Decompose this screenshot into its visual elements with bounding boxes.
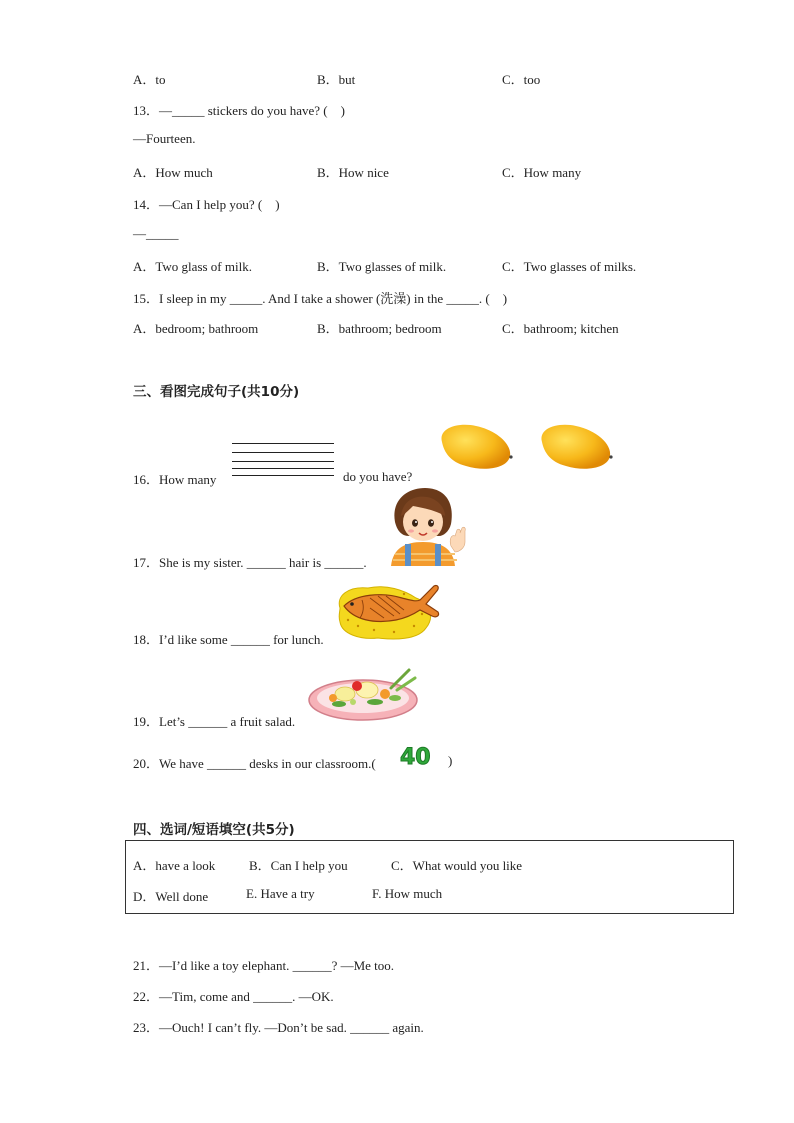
q13-option-b: B．How nice [317,165,389,180]
number-40-image [400,744,448,768]
q13-reply: —Fourteen. [133,131,196,146]
choice-e: E. Have a try [246,886,315,901]
choice-d: D．Well done [133,889,209,904]
mango-image-1 [436,420,516,472]
q21-text: 21．—I’d like a toy elephant. ______? —Me too. [133,958,395,973]
section3-title: 三、看图完成句子(共10分) [133,384,300,400]
mango-image-2 [536,420,616,472]
section4-title: 四、选词/短语填空(共5分) [133,822,295,838]
q12-option-a: A．to [133,72,166,87]
q23-text: 23．—Ouch! I can’t fly. —Don’t be sad. ______ again. [133,1020,424,1035]
salad-image [305,664,421,726]
choice-c: C．What would you like [391,858,523,873]
q20-close: ) [448,753,453,768]
q14-option-c: C．Two glasses of milks. [502,259,637,274]
q12-option-b: B．but [317,72,356,87]
number-40-text: 40 [400,745,431,770]
choice-f: F. How much [372,886,443,901]
q14-option-b: B．Two glasses of milk. [317,259,447,274]
girl-image [385,486,469,566]
q16-post: do you have? [343,469,413,484]
q18-text: 18．I’d like some ______ for lunch. [133,632,324,647]
q17-text: 17．She is my sister. ______ hair is ______. [133,555,367,570]
q19-text: 19．Let’s ______ a fruit salad. [133,714,296,729]
q15-option-a: A．bedroom; bathroom [133,321,259,336]
q14-stem: 14．—Can I help you? ( ) [133,197,280,212]
q14-option-a: A．Two glass of milk. [133,259,252,274]
q13-option-c: C．How many [502,165,582,180]
q20-text: 20．We have ______ desks in our classroom.( [133,756,376,771]
choice-a: A．have a look [133,858,216,873]
q15-option-b: B．bathroom; bedroom [317,321,442,336]
q16-pre: 16．How many [133,472,217,487]
choice-b: B．Can I help you [249,858,348,873]
q15-option-c: C．bathroom; kitchen [502,321,619,336]
q13-stem: 13．—_____ stickers do you have? ( ) [133,103,345,118]
q15-stem: 15．I sleep in my _____. And I take a shower (洗澡) in the _____. ( ) [133,291,508,306]
q12-option-c: C．too [502,72,541,87]
word-bank-box [125,840,734,914]
q14-reply: —_____ [133,226,179,241]
fish-image [334,578,444,644]
q13-option-a: A．How much [133,165,213,180]
q22-text: 22．—Tim, come and ______. —OK. [133,989,334,1004]
